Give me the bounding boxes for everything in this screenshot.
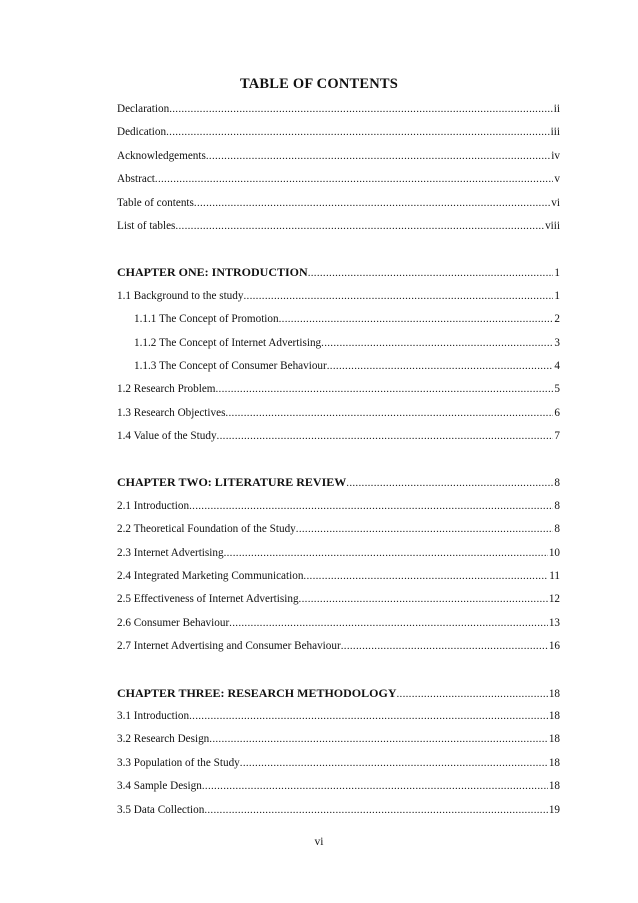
toc-entry-page: 16 (548, 640, 560, 653)
toc-entry-label: 2.4 Integrated Marketing Communication (117, 570, 304, 583)
toc-entry-label: 2.2 Theoretical Foundation of the Study (117, 523, 296, 536)
toc-entry (117, 799, 560, 822)
toc-entry-page: 18 (548, 687, 560, 700)
toc-entry-label: 3.5 Data Collection (117, 803, 205, 816)
toc-entry-page: 10 (548, 546, 560, 559)
dot-leader (189, 495, 553, 518)
toc-entry (117, 98, 560, 121)
dot-leader (216, 378, 554, 401)
toc-entry-label: 2.3 Internet Advertising (117, 546, 224, 559)
toc-entry-label: Table of contents (117, 196, 194, 209)
toc-entry-label: CHAPTER THREE: RESEARCH METHODOLOGY (117, 685, 397, 700)
toc-chapter-heading (117, 471, 560, 494)
toc-entry (117, 378, 560, 401)
toc-entry-page: 1 (554, 267, 560, 280)
toc-entry-page: 18 (548, 756, 560, 769)
toc-entry-page: 3 (554, 336, 560, 349)
dot-leader (175, 215, 544, 238)
toc-entry (117, 705, 560, 728)
page-title: TABLE OF CONTENTS (239, 76, 399, 92)
toc-entry-label: 2.6 Consumer Behaviour (117, 616, 230, 629)
toc-entry (117, 565, 560, 588)
toc-entry (117, 215, 560, 238)
toc-entry-label: Acknowledgements (117, 149, 206, 162)
toc-entry-label: 1.1 Background to the study (117, 289, 244, 302)
toc-entry-label: 1.2 Research Problem (117, 383, 216, 396)
dot-leader (189, 705, 548, 728)
toc-entry-page: 11 (549, 570, 560, 583)
toc-entry (117, 308, 560, 331)
dot-leader (341, 635, 548, 658)
dot-leader (209, 728, 548, 751)
dot-leader (217, 425, 554, 448)
toc-entry-label: CHAPTER ONE: INTRODUCTION (117, 265, 308, 280)
toc-entry (117, 612, 560, 635)
toc-section (117, 682, 560, 822)
toc-chapter-heading (117, 261, 560, 284)
toc-entry-page: 12 (548, 593, 560, 606)
toc-entry-page: 8 (554, 499, 560, 512)
toc-entry-label: 2.1 Introduction (117, 499, 190, 512)
toc-entry-page: 18 (548, 709, 560, 722)
toc-entry-label: Declaration (117, 103, 170, 115)
toc-entry (117, 518, 560, 541)
toc-entry-page: viii (545, 219, 560, 232)
toc-entry-label: 1.3 Research Objectives (117, 406, 226, 419)
toc-entry-label: 2.5 Effectiveness of Internet Advertising (117, 593, 299, 606)
dot-leader (327, 355, 554, 378)
dot-leader (224, 542, 548, 565)
toc-entry (117, 355, 560, 378)
toc-entry (117, 635, 560, 658)
toc-entry-label: 3.2 Research Design (117, 733, 210, 746)
toc-entry-label: 1.1.1 The Concept of Promotion (134, 313, 279, 326)
toc-entry-page: 4 (554, 359, 560, 372)
dot-leader (296, 518, 554, 541)
dot-leader (279, 308, 554, 331)
dot-leader (243, 285, 553, 308)
toc-entry-page: ii (553, 103, 560, 115)
toc-entry-label: 3.1 Introduction (117, 709, 190, 722)
toc-entry-page: 2 (554, 313, 560, 326)
toc-entry-page: 13 (548, 616, 560, 629)
dot-leader (308, 262, 554, 284)
toc-section (117, 98, 560, 238)
toc-entry-page: 1 (554, 289, 560, 302)
dot-leader (299, 588, 548, 611)
toc-entry (117, 752, 560, 775)
dot-leader (225, 402, 553, 425)
toc-entry (117, 285, 560, 308)
toc-entry-page: 7 (554, 430, 560, 443)
dot-leader (229, 612, 548, 635)
toc-entry-label: 3.3 Population of the Study (117, 756, 240, 769)
toc-entry-label: List of tables (117, 219, 176, 232)
toc-entry (117, 728, 560, 751)
toc-entry-page: 18 (548, 780, 560, 793)
toc-entry-label: Dedication (117, 126, 167, 139)
toc-entry-label: 1.1.3 The Concept of Consumer Behaviour (134, 359, 327, 372)
toc-entry-page: 8 (554, 477, 560, 490)
toc-chapter-heading (117, 682, 560, 705)
dot-leader (166, 121, 550, 144)
toc-entry (117, 121, 560, 144)
dot-leader (169, 98, 553, 121)
dot-leader (194, 192, 550, 215)
toc-entry-page: iv (551, 149, 560, 162)
toc-entry (117, 145, 560, 168)
toc-entry-page: v (554, 173, 560, 186)
dot-leader (202, 775, 548, 798)
toc-entry-label: CHAPTER TWO: LITERATURE REVIEW (117, 475, 347, 490)
toc-entry (117, 168, 560, 191)
toc-entry-page: 18 (548, 733, 560, 746)
toc-entry (117, 332, 560, 355)
table-of-contents (117, 98, 560, 822)
toc-entry-label: 2.7 Internet Advertising and Consumer Behaviour (117, 640, 341, 653)
dot-leader (240, 752, 548, 775)
dot-leader (321, 332, 553, 355)
toc-entry-page: 19 (548, 803, 560, 816)
dot-leader (204, 799, 548, 822)
dot-leader (155, 168, 554, 191)
toc-entry (117, 542, 560, 565)
page-number: vi (314, 836, 324, 848)
toc-entry (117, 402, 560, 425)
dot-leader (396, 683, 547, 705)
toc-entry-page: vi (551, 196, 560, 209)
dot-leader (346, 472, 553, 494)
toc-entry-page: iii (550, 126, 560, 139)
toc-entry-page: 6 (554, 406, 560, 419)
toc-section (117, 471, 560, 658)
toc-entry (117, 775, 560, 798)
toc-entry-page: 5 (554, 383, 560, 396)
toc-entry-label: Abstract (117, 173, 155, 186)
toc-entry (117, 192, 560, 215)
toc-section (117, 261, 560, 448)
toc-entry-label: 1.4 Value of the Study (117, 430, 217, 443)
toc-entry-label: 1.1.2 The Concept of Internet Advertising (134, 336, 322, 349)
toc-entry-page: 8 (554, 523, 560, 536)
toc-entry (117, 425, 560, 448)
toc-entry (117, 495, 560, 518)
dot-leader (303, 565, 548, 588)
toc-entry (117, 588, 560, 611)
dot-leader (206, 145, 550, 168)
toc-entry-label: 3.4 Sample Design (117, 780, 202, 793)
